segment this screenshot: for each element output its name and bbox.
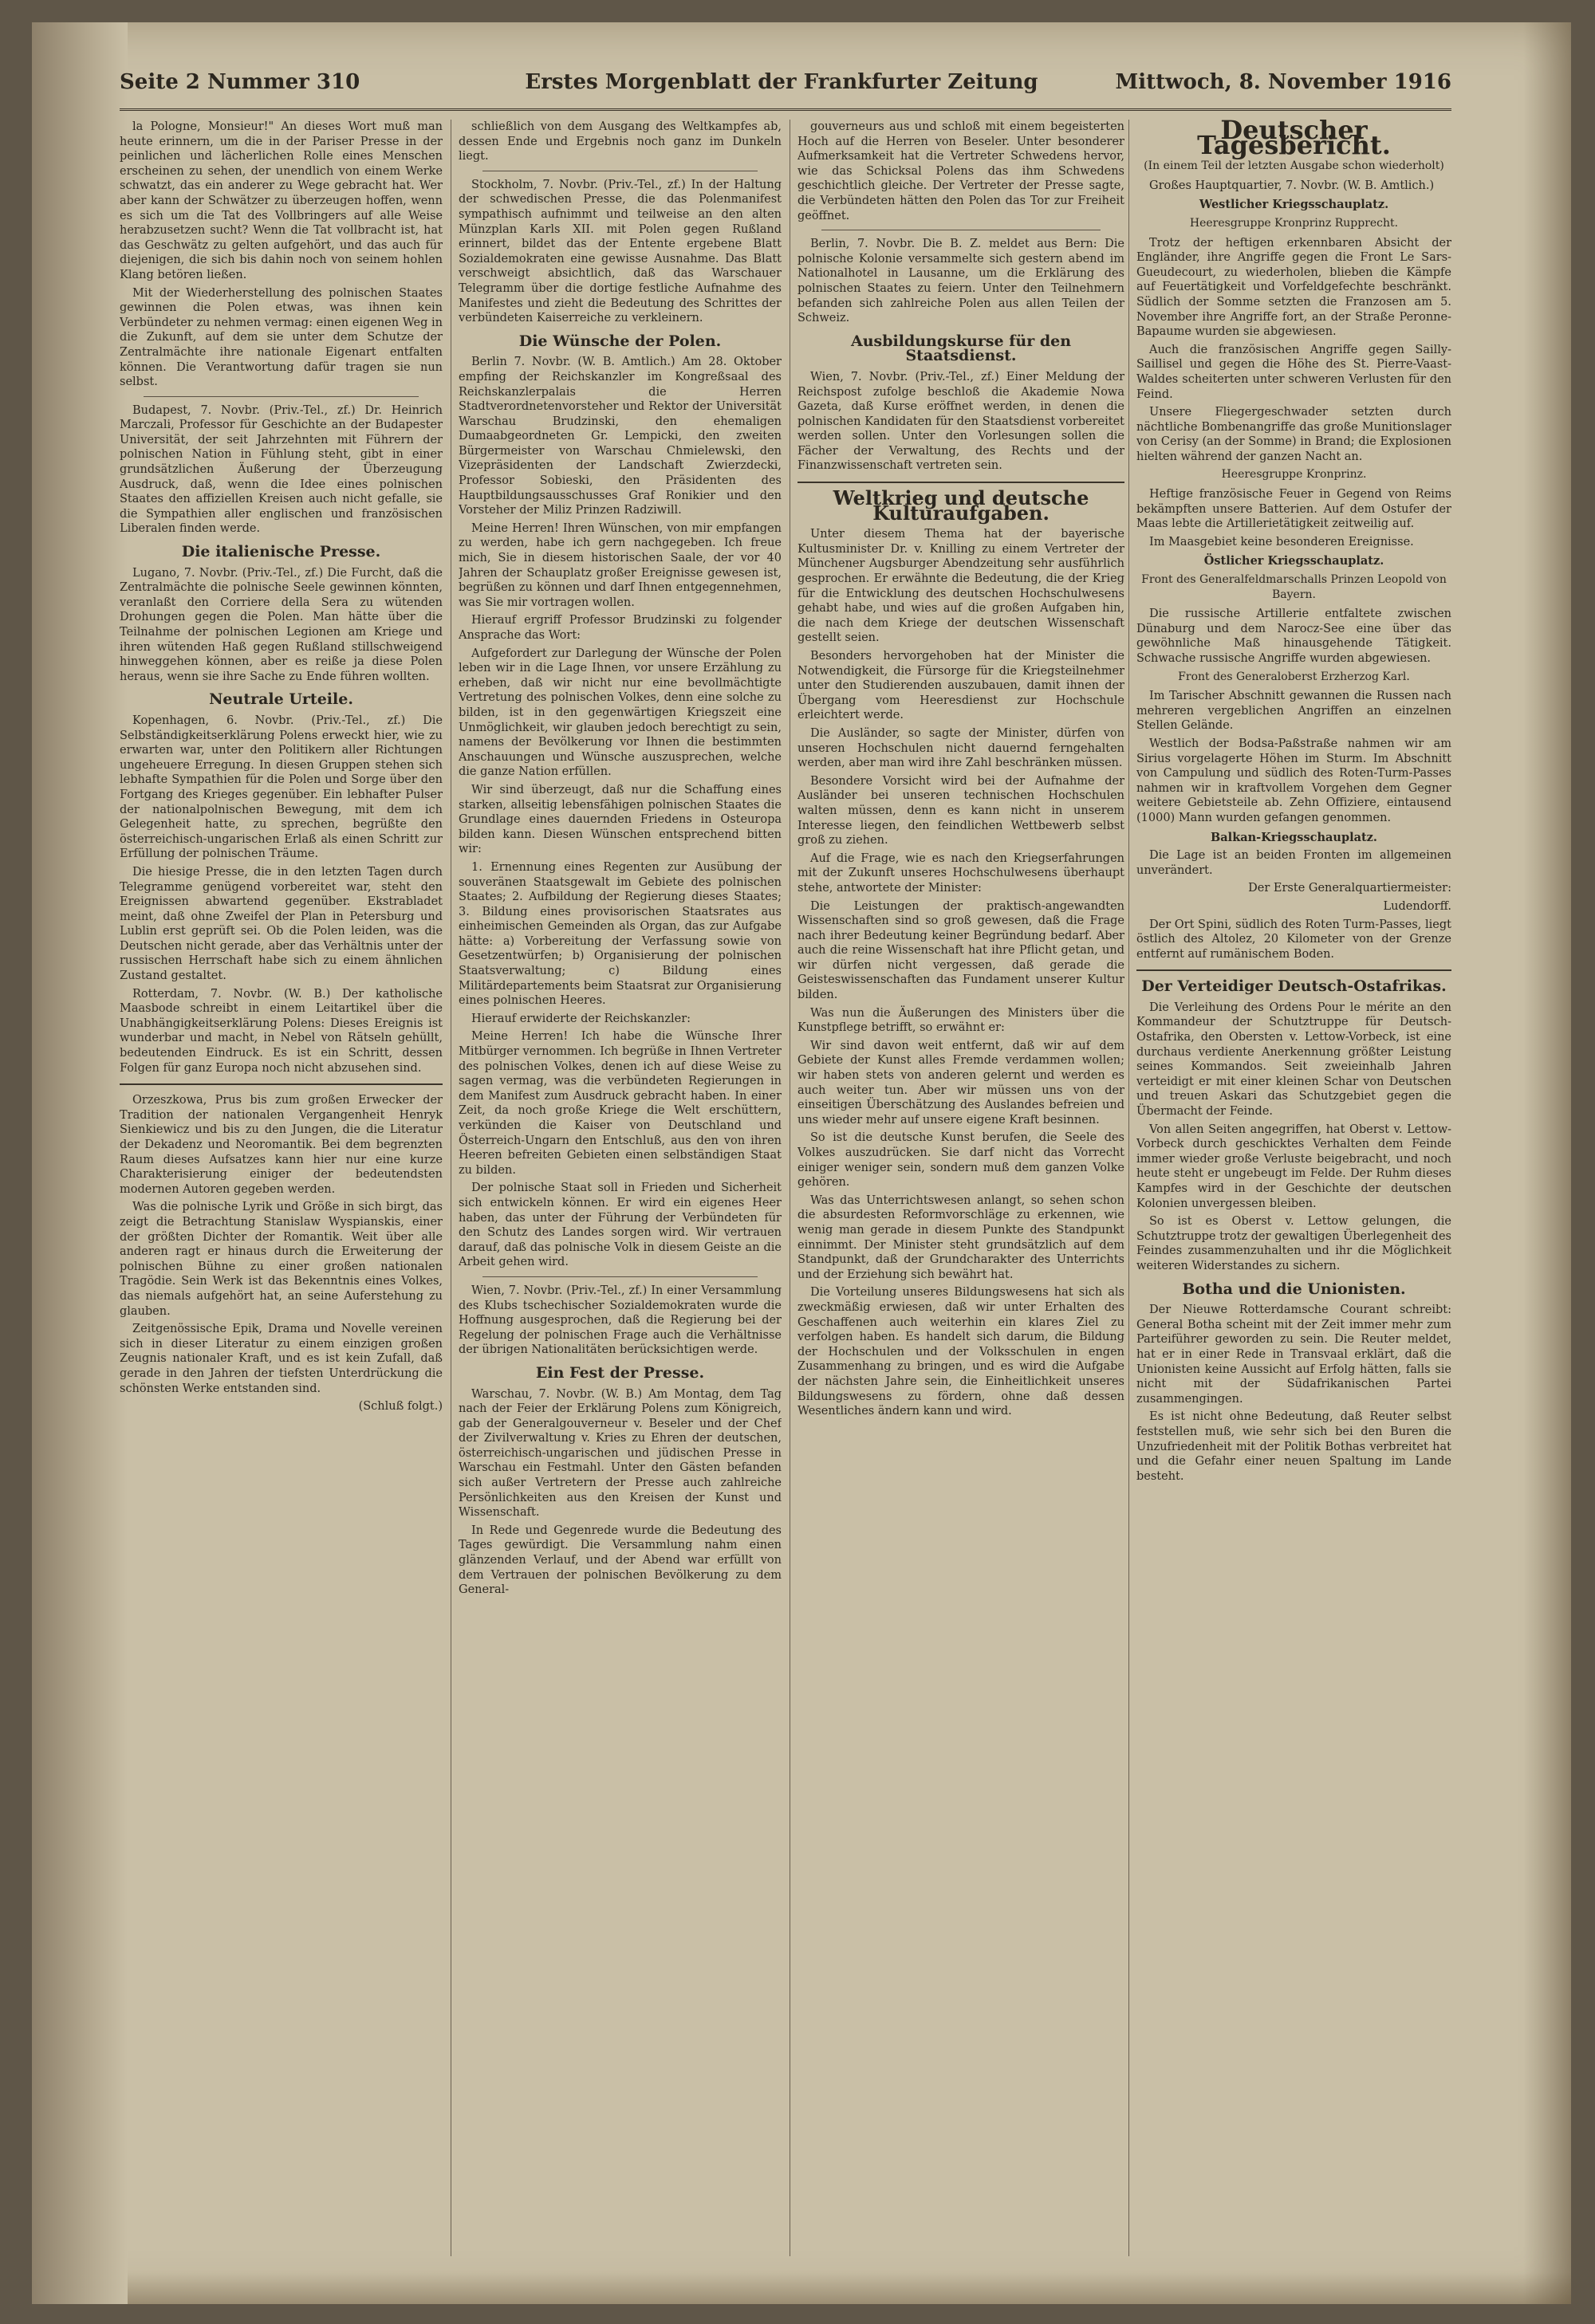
article-paragraph: In Rede und Gegenrede wurde die Bedeutung des Tages gewürdigt. Die Versammlung nahm einen glänzenden Verlauf, und der Abend war erfüllt von dem Vertrauen der polnischen Bevölkerung zu dem General- [459, 1524, 782, 1597]
issue-date: Mittwoch, 8. November 1916 [1115, 70, 1451, 94]
signature-name: Ludendorff. [1383, 899, 1451, 913]
signature-title: Der Erste Generalquartiermeister: [1248, 882, 1451, 895]
feuilleton-paragraph: Was die polnische Lyrik und Größe in sich birgt, das zeigt die Betrachtung Stanislaw Wyspianskis, einer der größten Dichter der Romantik. Weit über alle anderen ragt er hinaus durch die Erweiterung der polnischen Bühne zu einer großen nationalen Tragödie. Sein Werk ist das Bekenntnis eines Volkes, das niemals aufgehört hat, an seine Auferstehung zu glauben. [120, 1201, 443, 1318]
article-paragraph: schließlich von dem Ausgang des Weltkampfes ab, dessen Ende und Ergebnis noch ganz im Dunkeln liegt. [459, 120, 782, 163]
feuilleton-paragraph: Orzeszkowa, Prus bis zum großen Erwecker der Tradition der nationalen Vergangenheit Henryk Sienkiewicz und bis zu den Jungen, die die Literatur der Dekadenz und Neoromantik. Bei dem begrenzten Raum dieses Aufsatzes kann hier nur eine kurze Charakterisierung einiger der bedeutendsten modernen Autoren gegeben werden. [120, 1094, 443, 1196]
article-paragraph: Es ist nicht ohne Bedeutung, daß Reuter selbst feststellen muß, wie sehr sich bei den Buren die Unzufriedenheit mit der Politik Bothas verbreitet hat und die Gefahr einer neuen Spaltung im Lande besteht. [1136, 1410, 1451, 1483]
section-heading: Die Wünsche der Polen. [518, 332, 722, 350]
report-origin: Großes Hauptquartier, 7. Novbr. (W. B. Amtlich.) [1149, 179, 1435, 192]
feuilleton-paragraph: Zeitgenössische Epik, Drama und Novelle vereinen sich in dieser Literatur zu einem einzigen großen Zeugnis nationaler Kraft, und es ist kein Zufall, daß gerade in den Jahren der tiefsten Unterdrückung die schönsten Werke entstanden sind. [120, 1323, 443, 1395]
section-heading: Ein Fest der Presse. [535, 1363, 705, 1382]
news-item: Stockholm, 7. Novbr. (Priv.-Tel., zf.) In der Haltung der schwedischen Presse, die das Polenmanifest sympathisch aufnimmt und teilweise an den alten Münzplan Karls XII. mit Polen gegen Rußland erinnert, bildet das der Entente ergebene Blatt Sozialdemokraten eine gewisse Ausnahme. Das Blatt verschweigt absichtlich, daß das Warschauer Telegramm über die dortige festliche Aufnahme des Manifestes und zieht die Bedeutung des Schrittes der verbündeten Kaiserreiche zu verkleinern. [459, 178, 782, 325]
article-paragraph: Hierauf erwiderte der Reichskanzler: [471, 1012, 691, 1025]
article-paragraph: Aufgefordert zur Darlegung der Wünsche der Polen leben wir in die Lage Ihnen, vor unsere Erzählung zu erheben, daß wir nicht nur eine bevollmächtigte Vertretung des polnischen Volkes, denn eine solche zu bilden, ist in den gegenwärtigen Kriegszeit eine Unmöglichkeit, wir glauben jedoch berechtigt zu sein, namens der Bevölkerung vor Ihnen die bestimmten Anschauungen und Wünsche auszusprechen, welche die ganze Nation erfüllen. [459, 647, 782, 779]
binding-gutter [32, 22, 128, 2304]
report-subtitle: (In einem Teil der letzten Ausgabe schon wiederholt) [1144, 159, 1444, 173]
news-item: Budapest, 7. Novbr. (Priv.-Tel., zf.) Dr. Heinrich Marczali, Professor für Geschichte an der Budapester Universität, der seit Jahrzehnten mit Führern der polnischen Nation in Fühlung steht, gibt in einer grundsätzlichen Äußerung der Überzeugung Ausdruck, daß, wenn die Idee eines polnischen Staates den affiziellen Kreisen auch nicht gefalle, sie die Sympathien aller englischen und französischen Liberalen finden werde. [120, 403, 443, 536]
report-paragraph: Trotz der heftigen erkennbaren Absicht der Engländer, ihre Angriffe gegen die Front Le Sars-Gueudecourt, zu wiederholen, blieben die Kämpfe auf Feuertätigkeit und Vorfeldgefechte beschränkt. Südlich der Somme setzten die Franzosen am 5. November ihre Angriffe fort, an der Straße Peronne-Bapaume wurden sie abgewiesen. [1136, 236, 1451, 339]
article-paragraph: So ist die deutsche Kunst berufen, die Seele des Volkes auszudrücken. Sie darf nicht das Vorrecht einiger weniger sein, sondern muß dem ganzen Volke gehören. [798, 1131, 1124, 1190]
column-4 [1136, 120, 1451, 2256]
report-paragraph: Im Maasgebiet keine besonderen Ereignisse. [1149, 535, 1414, 549]
front-heading: Front des Generalfeldmarschalls Prinzen Leopold von Bayern. [1141, 573, 1447, 601]
news-item: Warschau, 7. Novbr. (W. B.) Am Montag, dem Tag nach der Feier der Erklärung Polens zum Königreich, gab der Generalgouverneur v. Beseler und der Chef der Zivilverwaltung v. Kries zu Ehren der deutschen, österreichisch-ungarischen und jüdischen Presse in Warschau ein Festmahl. Unter den Gästen befanden sich außer Vertretern der Presse auch zahlreiche Persönlichkeiten aus den Kreisen der Kunst und Wissenschaft. [459, 1387, 782, 1520]
section-heading: Neutrale Urteile. [209, 690, 353, 709]
news-item: Lugano, 7. Novbr. (Priv.-Tel., zf.) Die Furcht, daß die Zentralmächte die polnische Seele gewinnen könnten, veranlaßt den Corriere della Sera zu wütenden Drohungen gegen die Polen. Man hätte über die Teilnahme der polnischen Legionen am Kriege und ihren wütenden Haß gegen Rußland stillschweigend hinweggehen können, aber es reiße ja diese Polen heraus, wenn sie ihre Sache zu Ende führen wollten. [120, 566, 443, 683]
newspaper-title: Erstes Morgenblatt der Frankfurter Zeitung [525, 70, 1038, 94]
news-item: Rotterdam, 7. Novbr. (W. B.) Der katholische Maasbode schreibt in einem Leitartikel über die Unabhängigkeitserklärung Polens: Dieses Ereignis ist wunderbar und macht, in Nebel von Rätseln gehüllt, bedeutenden Eindruck. Es ist ein Schritt, dessen Folgen für ganz Europa noch nicht abzusehen sind. [120, 987, 443, 1075]
report-paragraph: Die Lage ist an beiden Fronten im allgemeinen unverändert. [1136, 849, 1451, 877]
report-paragraph: Heftige französische Feuer in Gegend von Reims bekämpften unsere Batterien. Auf dem Ostufer der Maas lebte die Artillerietätigkeit zeitweilig auf. [1136, 488, 1451, 531]
article-paragraph: 1. Ernennung eines Regenten zur Ausübung der souveränen Staatsgewalt im Gebiete des polnischen Staates; 2. Aufbildung der Regierung dieses Staates; 3. Bildung eines provisorischen Staatsrates aus einheimischen Gemeinden als Organ, das zur Aufgabe hätte: a) Vorbereitung der Verfassung sowie von Gesetzentwürfen; b) Organisierung der polnischen Staatsverwaltung; c) Bildung eines Militärdepartements beim Staatsrat zur Organisierung eines polnischen Heeres. [459, 860, 782, 1008]
news-item: Wien, 7. Novbr. (Priv.-Tel., zf.) In einer Versammlung des Klubs tschechischer Sozialdemokraten wurde die Hoffnung ausgesprochen, daß die Regierung bei der Regelung der polnischen Frage auch die Verhältnisse der übrigen Nationalitäten berücksichtigen werde. [459, 1284, 782, 1357]
article-paragraph: So ist es Oberst v. Lettow gelungen, die Schutztruppe trotz der gewaltigen Überlegenheit des Feindes zusammenzuhalten und ihr die Möglichkeit weiteren Widerstandes zu sichern. [1136, 1215, 1451, 1272]
article-paragraph: la Pologne, Monsieur!" An dieses Wort muß man heute erinnern, um die in der Pariser Presse in der peinlichen und lächerlichen Rolle eines Menschen erscheinen zu sehen, der unendlich von einem Werke schwatzt, das ein anderer zu Wege gebracht hat. Wer aber kann der Schwätzer zu überzeugen hoffen, wenn es sich um die Tat des Vollbringers auf alle Weise herabzusetzen sucht? Wenn die Tat vollbracht ist, hat das Geschwätz zu gelten aufgehört, und das auch für diejenigen, die sich bis dahin noch von seinem hohlen Klang betören ließen. [120, 120, 443, 281]
article-paragraph: Besondere Vorsicht wird bei der Aufnahme der Ausländer bei unseren technischen Hochschulen walten müssen, denn es kann nicht in unserem Interesse liegen, den feindlichen Wettbewerb selbst groß zu ziehen. [798, 774, 1124, 847]
article-paragraph: Unter diesem Thema hat der bayerische Kultusminister Dr. v. Knilling zu einem Vertreter der Münchener Augsburger Abendzeitung sehr ausführlich gesprochen. Er erwähnte die Bedeutung, die der Krieg für die Entwicklung des deutschen Hochschulwesens gehabt habe, und wies auf die großen Aufgaben hin, die nach dem Kriege der deutschen Wissenschaft gestellt seien. [798, 528, 1124, 645]
article-paragraph: Mit der Wiederherstellung des polnischen Staates gewinnen die Polen etwas, was ihnen kein Verbündeter zu nehmen vermag: einen eigenen Weg in die Zukunft, auf dem sie unter dem Schutze der Zentralmächte ihre nationale Eigenart entfalten können. Die Verantwortung dafür tragen sie nun selbst. [120, 286, 443, 389]
news-item: Wien, 7. Novbr. (Priv.-Tel., zf.) Einer Meldung der Reichspost zufolge beschloß die Akademie Nowa Gazeta, daß Kurse eröffnet werden, in denen die polnischen Kandidaten für den Staatsdienst vorbereitet werden sollen. Unter den Vorlesungen sollen die Fächer der Verwaltung, des Rechts und der Finanzwissenschaft vertreten sein. [798, 370, 1124, 473]
article-paragraph: Wir sind überzeugt, daß nur die Schaffung eines starken, allseitig lebensfähigen polnischen Staates die Grundlage eines dauernden Friedens in Osteuropa bilden kann. Diesen Wünschen entsprechend bitten wir: [459, 783, 782, 856]
report-paragraph: Auch die französischen Angriffe gegen Sailly-Saillisel und gegen die Höhe des St. Pierre-Vaast-Waldes scheiterten unter schweren Verlusten für den Feind. [1136, 343, 1451, 401]
article-paragraph: Auf die Frage, wie es nach den Kriegserfahrungen mit der Zukunft unseres Hochschulwesens überhaupt stehe, antwortete der Minister: [798, 851, 1124, 895]
theater-heading: Balkan-Kriegsschauplatz. [1211, 830, 1377, 844]
news-item: Berlin 7. Novbr. (W. B. Amtlich.) Am 28. Oktober empfing der Reichskanzler im Kongreßsaal des Reichskanzlerpalais die Herren Stadtverordnetenvorsteher und Rektor der Universität Warschau Brudzinski, den ehemaligen Dumaabgeordneten Gr. Lempicki, den zweiten Bürgermeister von Warschau Chmielewski, den Vizepräsidenten der Landschaft Zwierzdecki, Professor Sobieski, den Präsidenten des Hauptbildungsausschusses Graf Ronikier und den Vorsteher der Miliz Prinzen Radziwill. [459, 356, 782, 517]
column-rule [1128, 120, 1129, 2256]
article-paragraph: gouverneurs aus und schloß mit einem begeisterten Hoch auf die Herren von Beseler. Unter besonderer Aufmerksamkeit hat die Vertreter Schwedens hervor, wie das Schicksal Polens das ihm Schwedens geschichtlich gleiche. Der Vertreter der Presse sagte, die Verbündeten hätten den Polen das Tor zur Freiheit geöffnet. [798, 120, 1124, 222]
article-paragraph: Die Verleihung des Ordens Pour le mérite an den Kommandeur der Schutztruppe für Deutsch-Ostafrika, den Obersten v. Lettow-Vorbeck, ist eine durchaus verdiente Anerkennung größter Leistung seines Kommandos. Seit zweieinhalb Jahren verteidigt er mit einer kleinen Schar von Deutschen und treuen Askari das Schutzgebiet gegen die Übermacht der Feinde. [1136, 1001, 1451, 1119]
divider [482, 1276, 758, 1277]
section-heading: Weltkrieg und deutsche Kulturaufgaben. [833, 486, 1089, 525]
article-paragraph: Meine Herren! Ich habe die Wünsche Ihrer Mitbürger vernommen. Ich begrüße in Ihnen Vertreter des polnischen Volkes, denen ich auf diese Weise zu sagen vermag, was die verbündeten Regierungen in dem Manifest zum Ausdruck gebracht haben. In einer Zeit, da noch große Kriege die Welt erschüttern, verkünden die Kaiser von Deutschland und Österreich-Ungarn den Entschluß, aus den von ihren Heeren befreiten Gebieten einen selbständigen Staat zu bilden. [459, 1030, 782, 1177]
feuilleton-divider [120, 1083, 443, 1085]
column-3 [798, 120, 1124, 2256]
front-heading: Front des Generaloberst Erzherzog Karl. [1178, 670, 1410, 683]
army-group-heading: Heeresgruppe Kronprinz. [1221, 468, 1367, 482]
news-item: Kopenhagen, 6. Novbr. (Priv.-Tel., zf.) Die Selbständigkeitserklärung Polens erweckt hier, wie zu erwarten war, unter den Politikern aller Richtungen ungeheuere Erregung. In diesen Gruppen stehen sich lebhafte Sympathien für die Polen und Sorge über den Fortgang des Krieges gegenüber. Ein lebhafter Pulser der nationalpolnischen Bewegung, mit dem ich Gelegenheit hatte, zu sprechen, begrüßte den österreichisch-ungarischen Erlaß als einen Schritt zur Erfüllung der polnischen Träume. [120, 714, 443, 861]
article-paragraph: Hierauf ergriff Professor Brudzinski zu folgender Ansprache das Wort: [459, 614, 782, 642]
article-paragraph: Was nun die Äußerungen des Ministers über die Kunstpflege betrifft, so erwähnt er: [798, 1006, 1124, 1035]
divider [1136, 969, 1451, 971]
article-paragraph: Besonders hervorgehoben hat der Minister die Notwendigkeit, die Fürsorge für die Kriegsteilnehmer unter den Studierenden auszubauen, damit ihnen der Übergang vom Heeresdienst zur Hochschule erleichtert werde. [798, 650, 1124, 722]
divider [798, 482, 1124, 483]
continuation-note: (Schluß folgt.) [358, 1400, 443, 1414]
divider [144, 396, 419, 397]
article-paragraph: Meine Herren! Ihren Wünschen, von mir empfangen zu werden, habe ich gern nachgegeben. Ich freue mich, Sie in diesem historischen Saale, der vor 40 Jahren der Schauplatz großer Ereignisse gewesen ist, begrüßen zu können und darf Ihnen entgegennehmen, was Sie mir vortragen wollen. [459, 521, 782, 609]
news-item: Die hiesige Presse, die in den letzten Tagen durch Telegramme genügend vorbereitet war, steht den Ereignissen abwartend gegenüber. Ekstrabladet meint, daß ohne Zweifel der Plan in Petersburg und Lublin erst geprüft sei. Ob die Polen leiden, was die Deutschen nicht gerade, aber das Verhältnis unter der russischen Herrschaft habe sich zu einem ähnlichen Zustand gestaltet. [120, 865, 443, 983]
report-headline: Deutscher Tagesbericht. [1197, 120, 1391, 160]
article-paragraph: Der Nieuwe Rotterdamsche Courant schreibt: General Botha scheint mit der Zeit immer mehr zum Parteiführer geworden zu sein. Die Reuter meldet, hat er in einer Rede in Transvaal erklärt, daß die Unionisten keine Aussicht auf Erfolg hätten, falls sie nicht mit der Südafrikanischen Partei zusammengingen. [1136, 1304, 1451, 1406]
page-number: Seite 2 Nummer 310 [120, 70, 360, 94]
section-heading: Botha und die Unionisten. [1182, 1280, 1406, 1298]
article-paragraph: Der polnische Staat soll in Frieden und Sicherheit sich entwickeln können. Er wird ein eigenes Heer haben, das unter der Führung der Verbündeten für den Schutz des Landes sorgen wird. Wir vertrauen darauf, daß das polnische Volk in diesem Geiste an die Arbeit gehen wird. [459, 1182, 782, 1269]
article-paragraph: Was das Unterrichtswesen anlangt, so sehen schon die absurdesten Reformvorschläge zu erkennen, wie wenig man gerade in diesem Punkte des Standpunkt einnimmt. Der Minister steht grundsätzlich auf dem Standpunkt, daß der Grundcharakter des Unterrichts und der Erziehung sich bewährt hat. [798, 1193, 1124, 1281]
report-paragraph: Westlich der Bodsa-Paßstraße nahmen wir am Sirius vorgelagerte Höhen im Sturm. Im Abschnitt von Campulung und südlich des Roten-Turm-Passes nahmen wir in kraftvollem Vorgehen dem Gegner weitere Gebietsteile ab. Zehn Offiziere, eintausend (1000) Mann wurden gefangen genommen. [1136, 737, 1451, 824]
section-heading: Ausbildungskurse für den Staatsdienst. [850, 332, 1072, 365]
column-2 [459, 120, 782, 2256]
section-heading: Die italienische Presse. [181, 543, 381, 561]
page-edge-shadow [1523, 22, 1571, 2304]
report-paragraph: Die russische Artillerie entfaltete zwischen Dünaburg und dem Narocz-See eine über das gewöhnliche Maß hinausgehende Tätigkeit. Schwache russische Angriffe wurden abgewiesen. [1136, 608, 1451, 665]
column-1 [120, 120, 443, 2256]
article-paragraph: Die Vorteilung unseres Bildungswesens hat sich als zweckmäßig erwiesen, daß wir unter Erhalten des Geschaffenen auch weiterhin ein klares Ziel zu verfolgen haben. Es handelt sich darum, die Bildung der Hochschulen und der Volksschulen in engen Zusammenhang zu bringen, und es wird die Aufgabe der nächsten Jahre sein, die Einheitlichkeit unseres Bildungswesens zu fördern, ohne daß dessen Wesentliches ändern kann und wird. [798, 1286, 1124, 1418]
news-item: Berlin, 7. Novbr. Die B. Z. meldet aus Bern: Die polnische Kolonie versammelte sich gestern abend im Nationalhotel in Lausanne, um die Erklärung des polnischen Staates zu feiern. Unter den Teilnehmern befanden sich zahlreiche Polen aus allen Teilen der Schweiz. [798, 238, 1124, 325]
report-paragraph: Im Tarischer Abschnitt gewannen die Russen nach mehreren vergeblichen Angriffen an einzelnen Stellen Gelände. [1136, 690, 1451, 733]
section-heading: Der Verteidiger Deutsch-Ostafrikas. [1141, 977, 1447, 996]
report-paragraph: Unsere Fliegergeschwader setzten durch nächtliche Bombenangriffe das große Munitionslager von Cerisy (an der Somme) in Brand; die Explosionen hielten während der ganzen Nacht an. [1136, 406, 1451, 463]
article-paragraph: Die Leistungen der praktisch-angewandten Wissenschaften sind so groß gewesen, daß die Frage nach ihrer Bedeutung keiner Begründung bedarf. Aber auch die reine Wissenschaft hat ihre Pflicht getan, und wir dürfen nicht vergessen, daß gerade die Geisteswissenschaften das Fundament unserer Kultur bilden. [798, 899, 1124, 1002]
page-bottom-shadow [128, 2272, 1571, 2304]
article-paragraph: Die Ausländer, so sagte der Minister, dürfen von unseren Hochschulen nicht dauernd ferngehalten werden, aber man wird ihre Zahl beschränken müssen. [798, 726, 1124, 770]
article-paragraph: Wir sind davon weit entfernt, daß wir auf dem Gebiete der Kunst alles Fremde verdammen wollen; wir haben stets von anderen gelernt und werden es auch weiter tun. Aber wir müssen uns von der einseitigen Überschätzung des Auslandes befreien und uns wieder mehr auf unsere eigene Kraft besinnen. [798, 1039, 1124, 1127]
masthead [120, 70, 1451, 111]
army-group-heading: Heeresgruppe Kronprinz Rupprecht. [1189, 216, 1399, 230]
theater-heading: Westlicher Kriegsschauplatz. [1199, 198, 1389, 212]
theater-heading: Östlicher Kriegsschauplatz. [1203, 554, 1384, 568]
report-note: Der Ort Spini, südlich des Roten Turm-Passes, liegt östlich des Altolez, 20 Kilometer von der Grenze entfernt auf rumänischem Boden. [1136, 918, 1451, 961]
article-paragraph: Von allen Seiten angegriffen, hat Oberst v. Lettow-Vorbeck durch geschicktes Verhalten dem Feinde immer wieder große Verluste beigebracht, und noch heute steht er ungebeugt im Felde. Der Ruhm dieses Kampfes wird in der Geschichte der deutschen Kolonien unvergessen bleiben. [1136, 1123, 1451, 1210]
